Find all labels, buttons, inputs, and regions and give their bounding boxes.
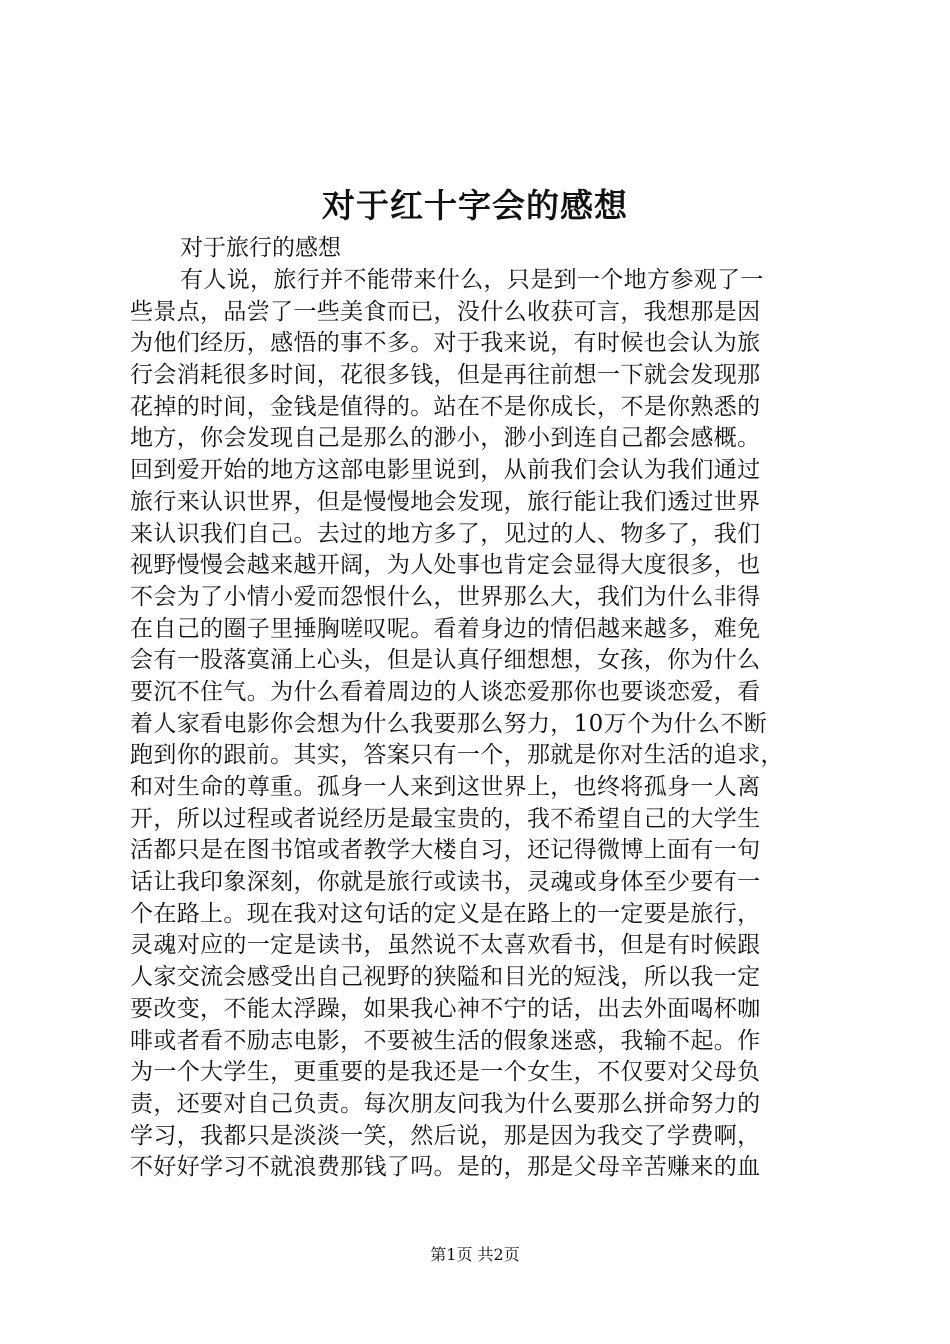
text-line: 开，所以过程或者说经历是最宝贵的，我不希望自己的大学生 [130, 805, 761, 832]
body-text [130, 265, 842, 1184]
text-line: 有人说，旅行并不能带来什么，只是到一个地方参观了一 [180, 267, 764, 293]
text-line: 旅行来认识世界，但是慢慢地会发现，旅行能让我们透过世界 [130, 488, 761, 515]
text-line: 回到爱开始的地方这部电影里说到，从前我们会认为我们通过 [130, 457, 761, 484]
page-number: 第1页 共2页 [430, 1245, 520, 1264]
text-line: 责，还要对自己负责。每次朋友问我为什么要那么拼命努力的 [130, 1090, 761, 1117]
text-line: 些景点，品尝了一些美食而已，没什么收获可言，我想那是因 [130, 298, 761, 325]
text-line: 灵魂对应的一定是读书，虽然说不太喜欢看书，但是有时候跟 [130, 932, 761, 959]
text-line: 活都只是在图书馆或者教学大楼自习，还记得微博上面有一句 [130, 837, 761, 864]
text-line: 花掉的时间，金钱是值得的。站在不是你成长，不是你熟悉的 [130, 393, 761, 420]
text-line: 人家交流会感受出自己视野的狭隘和目光的短浅，所以我一定 [130, 964, 761, 991]
text-line: 会有一股落寞涌上心头，但是认真仔细想想，女孩，你为什么 [130, 647, 761, 674]
text-line: 着人家看电影你会想为什么我要那么努力，10万个为什么不断 [130, 710, 768, 737]
text-line: 不会为了小情小爱而怨恨什么，世界那么大，我们为什么非得 [130, 583, 761, 610]
text-line: 为他们经历，感悟的事不多。对于我来说，有时候也会认为旅 [130, 330, 761, 357]
text-line: 话让我印象深刻，你就是旅行或读书，灵魂或身体至少要有一 [130, 869, 761, 896]
text-line: 为一个大学生，更重要的是我还是一个女生，不仅要对父母负 [130, 1059, 761, 1086]
text-line: 要沉不住气。为什么看着周边的人谈恋爱那你也要谈恋爱，看 [130, 678, 761, 705]
text-line: 在自己的圈子里捶胸嗟叹呢。看着身边的情侣越来越多，难免 [130, 615, 761, 642]
text-line: 地方，你会发现自己是那么的渺小，渺小到连自己都会感概。 [130, 425, 761, 452]
text-line: 跑到你的跟前。其实，答案只有一个，那就是你对生活的追求， [130, 742, 784, 769]
document-title: 对于红十字会的感想 [322, 186, 628, 225]
text-line: 个在路上。现在我对这句话的定义是在路上的一定要是旅行， [130, 900, 761, 927]
text-line: 来认识我们自己。去过的地方多了，见过的人、物多了，我们 [130, 520, 761, 547]
text-line: 学习，我都只是淡淡一笑，然后说，那是因为我交了学费啊， [130, 1122, 761, 1149]
text-line: 和对生命的尊重。孤身一人来到这世界上，也终将孤身一人离 [130, 774, 761, 800]
text-line: 视野慢慢会越来越开阔，为人处事也肯定会显得大度很多，也 [130, 552, 761, 579]
text-line: 行会消耗很多时间，花很多钱，但是再往前想一下就会发现那 [130, 362, 761, 389]
document-subtitle: 对于旅行的感想 [180, 235, 341, 261]
text-line: 要改变，不能太浮躁，如果我心神不宁的话，出去外面喝杯咖 [130, 995, 761, 1022]
text-line: 不好好学习不就浪费那钱了吗。是的，那是父母辛苦赚来的血 [130, 1154, 761, 1181]
text-line: 啡或者看不励志电影，不要被生活的假象迷惑，我输不起。作 [130, 1027, 761, 1054]
